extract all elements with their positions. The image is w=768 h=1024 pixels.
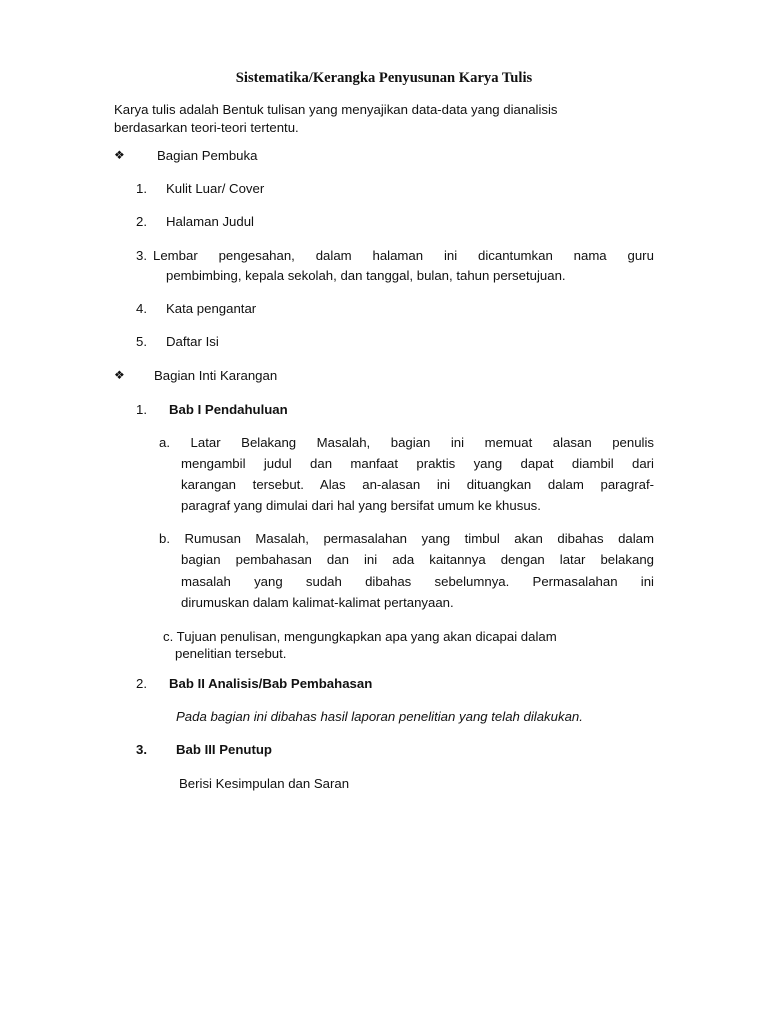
word: halaman [372, 248, 424, 263]
diamond-bullet-icon: ❖ [114, 368, 125, 382]
word: ini [443, 248, 458, 263]
chapter-heading-bab-3: Bab III Penutup [176, 742, 272, 757]
word: dalam [315, 248, 352, 263]
list-item-daftar-isi: Daftar Isi [166, 334, 219, 349]
sub-item-b-line-4: dirumuskan dalam kalimat-kalimat pertanyaan. [181, 595, 454, 610]
list-number: 1. [136, 181, 147, 196]
sub-item-a-line-2: mengambil judul dan manfaat praktis yang dapat diambil dari [181, 456, 654, 471]
word: dicantumkan [478, 248, 553, 263]
word: nama [573, 248, 607, 263]
chapter-heading-bab-2: Bab II Analisis/Bab Pembahasan [169, 676, 373, 691]
sub-item-a-line-1: a. Latar Belakang Masalah, bagian ini memuat alasan penulis [159, 435, 654, 450]
list-number: 2. [136, 676, 147, 691]
word: Lembar [153, 248, 198, 263]
list-item-pengesahan-line-2: pembimbing, kepala sekolah, dan tanggal, bulan, tahun persetujuan. [166, 268, 566, 283]
word: guru [627, 248, 654, 263]
list-number: 2. [136, 214, 147, 229]
list-item-cover: Kulit Luar/ Cover [166, 181, 265, 196]
chapter-heading-bab-1: Bab I Pendahuluan [169, 402, 288, 417]
intro-line-2: berdasarkan teori-teori tertentu. [114, 120, 299, 135]
list-number: 1. [136, 402, 147, 417]
list-item-halaman-judul: Halaman Judul [166, 214, 254, 229]
sub-item-c-line-2: penelitian tersebut. [175, 646, 287, 661]
section-heading-pembuka: Bagian Pembuka [157, 148, 258, 163]
sub-item-b-line-2: bagian pembahasan dan ini ada kaitannya dengan latar belakang [181, 552, 654, 567]
list-number: 5. [136, 334, 147, 349]
sub-item-b-line-3: masalah yang sudah dibahas sebelumnya. Permasalahan ini [181, 574, 654, 589]
sub-item-a-line-3: karangan tersebut. Alas an-alasan ini dituangkan dalam paragraf- [181, 477, 654, 492]
list-item-kata-pengantar: Kata pengantar [166, 301, 257, 316]
sub-item-a-line-4: paragraf yang dimulai dari hal yang bersifat umum ke khusus. [181, 498, 541, 513]
chapter-description-bab-2: Pada bagian ini dibahas hasil laporan penelitian yang telah dilakukan. [176, 709, 583, 724]
diamond-bullet-icon: ❖ [114, 148, 125, 162]
document-title: Sistematika/Kerangka Penyusunan Karya Tulis [235, 70, 533, 86]
section-heading-inti: Bagian Inti Karangan [154, 368, 278, 383]
sub-item-b-line-1: b. Rumusan Masalah, permasalahan yang timbul akan dibahas dalam [159, 531, 654, 546]
chapter-description-bab-3: Berisi Kesimpulan dan Saran [179, 776, 350, 791]
sub-item-c-line-1: c. Tujuan penulisan, mengungkapkan apa yang akan dicapai dalam [163, 629, 557, 644]
list-number: 4. [136, 301, 147, 316]
list-number: 3. [136, 742, 147, 757]
list-item-pengesahan-line-1 [153, 248, 654, 263]
intro-line-1: Karya tulis adalah Bentuk tulisan yang menyajikan data-data yang dianalisis [114, 102, 558, 117]
list-number: 3. [136, 248, 147, 263]
word: pengesahan, [218, 248, 295, 263]
